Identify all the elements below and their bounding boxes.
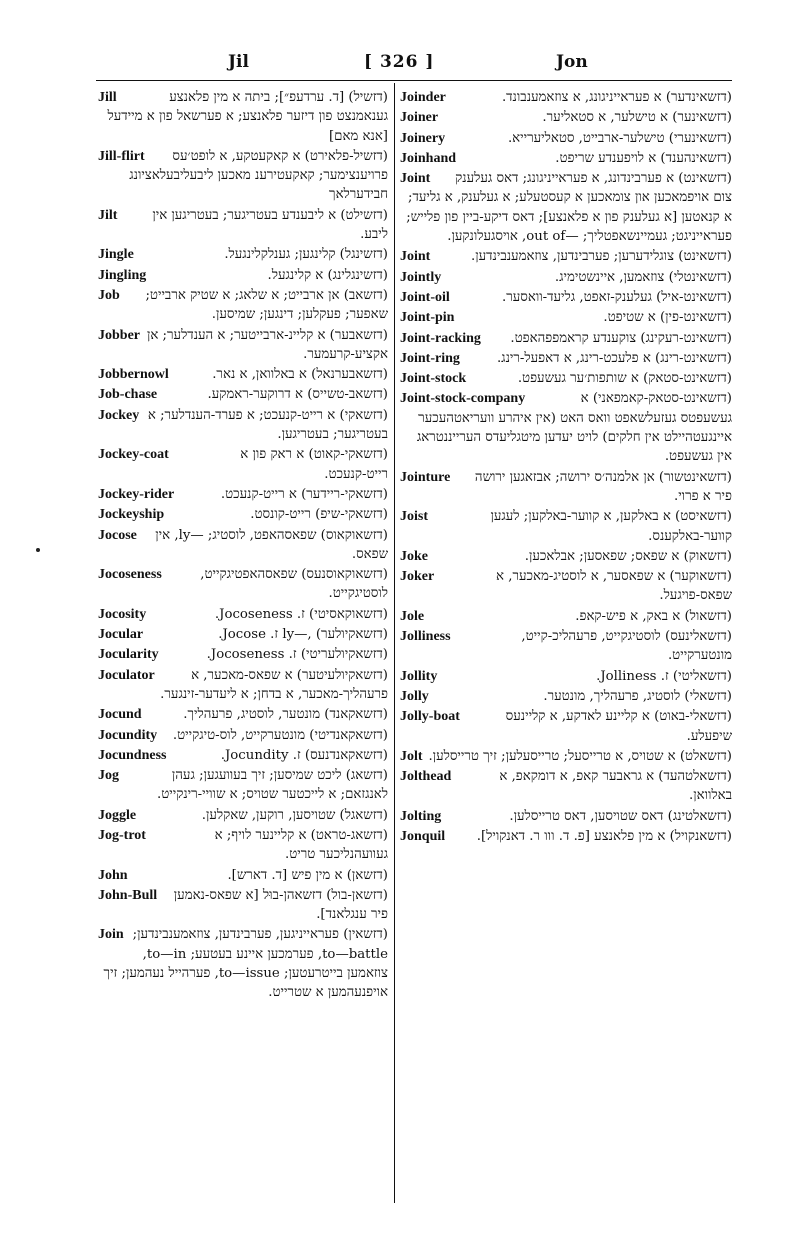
- entry-headword: Joint-oil: [400, 289, 450, 305]
- entry-headword: Joggle: [98, 807, 137, 823]
- entry-definition: (דזשילט) א ליבענדע בעטריגער; בעטריגען אין ליבע.: [152, 207, 388, 243]
- entry-definition: (דזשאקיולעיטער) א שפאס-מאכער, א פרעהליך-מאכער, א בדחן; א ליעדער-זינגער.: [160, 667, 388, 702]
- entry-definition: (דזשאינט-איל) געלענק-זאפט, גליעד-וואסער.: [502, 289, 732, 305]
- entry-headword: Jocularity: [98, 647, 159, 663]
- entry-headword: Jockey: [98, 407, 140, 423]
- entry-definition: (דזשאקי-שיפ) רייט-קונסט.: [250, 507, 388, 523]
- dictionary-entry: [400, 308, 732, 327]
- dictionary-entry: [98, 806, 388, 825]
- entry-headword: Job-chase: [98, 387, 158, 403]
- entry-headword: Jointure: [400, 469, 451, 485]
- entry-definition: (דזשאג-טראט) א קליינער לויף; א געוועהנליכער טריט.: [214, 827, 388, 863]
- dictionary-entry: [400, 507, 732, 546]
- entry-headword: Jocoseness: [98, 567, 162, 583]
- entry-headword: Job: [98, 287, 120, 303]
- entry-definition: (דזשאלינעס) לוסטיגקייט, פרעהליכ-קייט, מונטערקייט.: [521, 629, 732, 664]
- entry-definition: (דזשאגל) שטויסען, רוקען, שאקלען.: [201, 807, 388, 823]
- dictionary-entry: [400, 807, 732, 826]
- right-running-headword: Jon: [556, 52, 588, 72]
- entry-definition: (דזשאוקער) א שפאסער, א לוסטיג-מאכער, א שפאס-פויגעל.: [496, 569, 732, 604]
- entry-headword: Jolly-boat: [400, 709, 460, 725]
- entry-definition: (דזשאבערנאל) א באלוואן, א נאר.: [212, 367, 388, 383]
- entry-headword: Jole: [400, 608, 425, 624]
- entry-headword: Jilt: [98, 207, 118, 223]
- entry-headword: Joint: [400, 249, 431, 265]
- entry-definition: (דזשאינטשור) אן אלמנה׳ס ירושה; אבזאגען ירושה פיר א פרוי.: [474, 469, 732, 504]
- entry-definition: (דזשאקיולעריטי) ז. Jocoseness.: [206, 647, 388, 663]
- entry-definition: (דזשאלי) לוסטיג, פרעהליך, מונטער.: [543, 688, 732, 704]
- entry-headword: John: [98, 867, 128, 883]
- right-column: [400, 88, 732, 1198]
- entry-definition: (דזשאינט-רעקינג) צוקענדע קראמפפהאפט.: [510, 330, 732, 346]
- dictionary-entry: [98, 365, 388, 384]
- entry-headword: Jobbernowl: [98, 367, 169, 383]
- dictionary-entry: [98, 406, 388, 445]
- entry-headword: Jointly: [400, 269, 442, 285]
- entry-definition: (דזשאינט) א פערבינדונג, א פעראייניגונג; דאס געלענק צום אויפמאכען און צומאכען א קעסטעלע; א געלענק, א גליעד; א קנאטען [א געלענק פון א פלאנצע]; דאס דיקע-ביין פון פלייש; פעראייניגט; געמיינשאפטליך; —out of, אויסגעלונקען.: [406, 171, 732, 245]
- page-number: [ 326 ]: [364, 52, 435, 72]
- entry-definition: (דזשאינט-סטאק-קאמפאני) א געשעפטס געזעלשאפט וואס האט (אין איהרע וועריאטהעכער איינגעטהיילט אין חלקים) לויט יעדען מיטגליעדס הערייננטראג אין געשעפט.: [416, 391, 732, 465]
- dictionary-entry: [98, 746, 388, 765]
- entry-definition: (דזשאינדער) א פעראייניגונג, א צוזאמענבונד.: [501, 90, 732, 105]
- dictionary-entry: [400, 547, 732, 566]
- dictionary-entry: [98, 886, 388, 925]
- entry-definition: (דזשאן) א מין פיש [ד. דארש].: [227, 867, 388, 883]
- entry-headword: John-Bull: [98, 887, 158, 903]
- dictionary-entry: [98, 605, 388, 624]
- dictionary-entry: [400, 389, 732, 466]
- dictionary-entry: [400, 268, 732, 287]
- entry-definition: (דזשאקאנדנעס) ז. Jocundity.: [220, 747, 388, 763]
- dictionary-entry: [400, 667, 732, 686]
- entry-definition: (דזשאוק) א שפאס; שפאסען; אבלאכען.: [524, 548, 732, 564]
- dictionary-entry: [98, 88, 388, 146]
- entry-headword: Jingle: [98, 247, 134, 263]
- dictionary-entry: [98, 766, 388, 805]
- entry-definition: (דזשאינט-סטאק) א שותפות׳ער געשעפט.: [517, 371, 732, 387]
- dictionary-entry: [98, 206, 388, 245]
- entry-definition: (דזשאיסט) א באלקען, א קווער-באלקען; לעגען קווער-באלקענס.: [490, 509, 732, 544]
- entry-definition: (דזשאוקאוסנעס) שפאסהאפטיגקייט, לוסטיגקייט.: [200, 567, 388, 602]
- entry-definition: (דזשאקאנדיטי) מונטערקייט, לוס-טיגקייט.: [172, 727, 388, 743]
- entry-headword: Jocose: [98, 527, 137, 543]
- dictionary-entry: [98, 666, 388, 705]
- entry-headword: Jocular: [98, 627, 144, 643]
- dictionary-entry: [98, 326, 388, 365]
- entry-definition: (דזשאוקאוס) שפאסהאפט, לוסטיג; —ly, אין שפאס.: [155, 527, 388, 562]
- dictionary-entry: [98, 147, 388, 205]
- entry-definition: (דזשאקי-ריידער) א רייט-קנעכט.: [220, 486, 388, 502]
- entry-headword: Jocundness: [98, 747, 167, 763]
- entry-headword: Jingling: [98, 267, 147, 283]
- entry-definition: (דזשאב) אן ארבייט; א שלאג; א שטיק ארבייט; שאפער; פעקלען; דינגען; שמיסען.: [145, 287, 388, 323]
- dictionary-entry: [98, 445, 388, 484]
- dictionary-entry: [400, 288, 732, 307]
- entry-definition: (דזשאינט-פין) א שטיפט.: [603, 310, 732, 326]
- dictionary-entry: [400, 627, 732, 666]
- dictionary-entry: [400, 468, 732, 507]
- dictionary-entry: [400, 247, 732, 266]
- entry-definition: (דזשאין) פעראייניגען, פערבינדען, צוזאמענבינדען; to—battle, פערמכען איינע בעטעע; to—in, צוזאמען בייטרעטען; to—issue, פערהייל נעהמען; זיך אויפנעהמען א שטרייט.: [103, 927, 388, 1001]
- entry-definition: (דזשאב-טשייס) א דרוקער-ראמקע.: [207, 387, 388, 403]
- entry-headword: Joinhand: [400, 150, 457, 166]
- dictionary-entry: [98, 565, 388, 604]
- entry-headword: Jolly: [400, 688, 429, 704]
- entry-definition: (דזשאקי) א רייט-קנעכט; א פערד-הענדלער; א בעטריגער; בעטריגען.: [147, 407, 388, 443]
- entry-headword: Joint-racking: [400, 330, 481, 346]
- entry-definition: (דזשאלט) א שטויס, א טרייסעל; טרייסעלען; זיך טרייסלען.: [428, 748, 732, 764]
- entry-definition: (דזשאליטי) ז. Jolliness.: [596, 668, 732, 684]
- dictionary-entry: [400, 747, 732, 766]
- entry-headword: Joint: [400, 171, 431, 187]
- entry-definition: (דזשאלי-באוט) א קליינע לאדקע, א קליינעס שיפעלע.: [505, 709, 732, 744]
- entry-headword: Jolthead: [400, 769, 452, 785]
- dictionary-entry: [400, 369, 732, 388]
- entry-headword: Jocundity: [98, 727, 158, 743]
- left-running-headword: Jil: [228, 52, 249, 72]
- entry-headword: Jog: [98, 768, 119, 784]
- entry-headword: Joculator: [98, 667, 155, 683]
- dictionary-entry: [400, 169, 732, 246]
- dictionary-entry: [98, 485, 388, 504]
- entry-headword: Jobber: [98, 327, 140, 343]
- entry-definition: (דזשינגלינג) א קלינגעל.: [267, 267, 388, 283]
- entry-definition: (דזשאלטהעד) א גראבער קאפ, א דומקאפ, א באלוואן.: [499, 769, 732, 804]
- left-column: [98, 88, 388, 1198]
- dictionary-entry: [98, 526, 388, 565]
- entry-headword: Joinery: [400, 130, 446, 146]
- entry-headword: Jill-flirt: [98, 148, 145, 164]
- entry-headword: Jocund: [98, 707, 142, 723]
- dictionary-entry: [400, 349, 732, 368]
- entry-definition: (דזשאבער) א קליינ-ארבייטער; א הענדלער; אן אקציע-קרעמער.: [146, 327, 388, 362]
- entry-headword: Joint-stock-company: [400, 391, 526, 407]
- entry-headword: Jog-trot: [98, 827, 146, 843]
- entry-definition: (דזשאינט) צוגלידערען; פערבינדען, צוזאמענבינדען.: [470, 249, 732, 265]
- entry-definition: (דזשאינט-רינג) א פלעכט-רינג, א דאפעל-רינג.: [496, 350, 732, 366]
- dictionary-entry: [400, 687, 732, 706]
- entry-headword: Joke: [400, 548, 428, 564]
- dictionary-entry: [400, 88, 732, 107]
- dictionary-entry: [98, 925, 388, 1002]
- entry-headword: Joint-stock: [400, 371, 467, 387]
- dictionary-entry: [98, 385, 388, 404]
- entry-headword: Jonquil: [400, 828, 446, 844]
- entry-definition: (דזשאול) א באק, א פיש-קאפ.: [575, 608, 732, 624]
- entry-definition: (דזשאקי-קאוט) א ראק פון א רייט-קנעכט.: [240, 447, 388, 482]
- entry-definition: (דזשאינטלי) צוזאמען, איינשטימיג.: [554, 269, 732, 285]
- dictionary-entry: [400, 707, 732, 746]
- entry-definition: (דזשאנקויל) א מין פלאנצע [פ. ד. ווו ר. דאנקויל].: [476, 828, 732, 844]
- entry-headword: Jolting: [400, 808, 442, 824]
- dictionary-entry: [98, 505, 388, 524]
- dictionary-entry: [98, 705, 388, 724]
- dictionary-entry: [98, 866, 388, 885]
- dictionary-entry: [98, 286, 388, 325]
- entry-definition: (דזשאינערי) טישלער-ארבייט, סטאליערייא.: [507, 130, 732, 146]
- entry-headword: Joker: [400, 569, 435, 585]
- header-rule: [96, 80, 732, 81]
- entry-headword: Jolt: [400, 748, 423, 764]
- entry-definition: (דזשאקיולער) ,—ly ז. Jocose.: [218, 627, 388, 643]
- dictionary-entry: [400, 827, 732, 846]
- dictionary-entry: [400, 149, 732, 168]
- entry-definition: (דזשאינער) א טישלער, א סטאליער.: [542, 110, 732, 126]
- entry-definition: (דזשיל-פלאירט) א קאקעטקע, א לופט׳עס פרויענצימער; קאקעטירענ מאכען ליבעליבעלאציונג חבידערלאך: [129, 148, 388, 203]
- entry-headword: Jocosity: [98, 606, 147, 622]
- entry-headword: Joint-pin: [400, 310, 455, 326]
- entry-definition: (דזשאוקאסיטי) ז. Jocoseness.: [214, 606, 388, 622]
- entry-definition: (דזשיל) [ד. ערדעפ״]; ביתה א מין פלאנצע גענאמנצט פון דיזער פלאנצע; א פערשאל פון א מיידעל [אנא מאם]: [107, 90, 388, 144]
- entry-headword: Joinder: [400, 90, 446, 105]
- dictionary-entry: [98, 645, 388, 664]
- dictionary-entry: [400, 129, 732, 148]
- entry-headword: Joint-ring: [400, 350, 460, 366]
- entry-headword: Jolliness: [400, 629, 451, 645]
- margin-mark: [36, 548, 40, 552]
- dictionary-entry: [400, 607, 732, 626]
- dictionary-entry: [98, 266, 388, 285]
- entry-definition: (דזשאן-בול) דזשאהן-בוּל [א שפאס-נאמען פיר ענגלאנד].: [173, 887, 388, 923]
- dictionary-entry: [98, 625, 388, 644]
- entry-definition: (דזשאינהענד) א לויפענדע שריפט.: [555, 150, 732, 166]
- dictionary-entry: [400, 567, 732, 606]
- dictionary-entry: [400, 767, 732, 806]
- entry-headword: Joist: [400, 509, 428, 525]
- dictionary-entry: [98, 726, 388, 745]
- entry-definition: (דזשאג) ליכט שמיסען; זיך בעוועגען; געהן לאנגזאם; א לייכטער שטויס; א שוויי-רינקייט.: [156, 768, 388, 803]
- column-divider: [394, 83, 395, 1203]
- entry-headword: Jollity: [400, 668, 438, 684]
- dictionary-entry: [400, 108, 732, 127]
- page-header: [0, 52, 788, 78]
- entry-headword: Jockey-coat: [98, 447, 169, 463]
- entry-headword: Jockeyship: [98, 507, 165, 523]
- entry-headword: Jockey-rider: [98, 486, 175, 502]
- entry-headword: Jill: [98, 90, 117, 105]
- dictionary-entry: [98, 826, 388, 865]
- entry-definition: (דזשאקאנד) מונטער, לוסטיג, פרעהליך.: [183, 707, 388, 723]
- dictionary-entry: [400, 329, 732, 348]
- entry-headword: Join: [98, 927, 124, 943]
- entry-headword: Joiner: [400, 110, 439, 126]
- dictionary-entry: [98, 245, 388, 264]
- entry-definition: (דזשאלטינג) דאס שטויסען, דאס טרייסלען.: [509, 808, 732, 824]
- entry-definition: (דזשינגל) קלינגען; גענלקלינגעל.: [224, 247, 388, 263]
